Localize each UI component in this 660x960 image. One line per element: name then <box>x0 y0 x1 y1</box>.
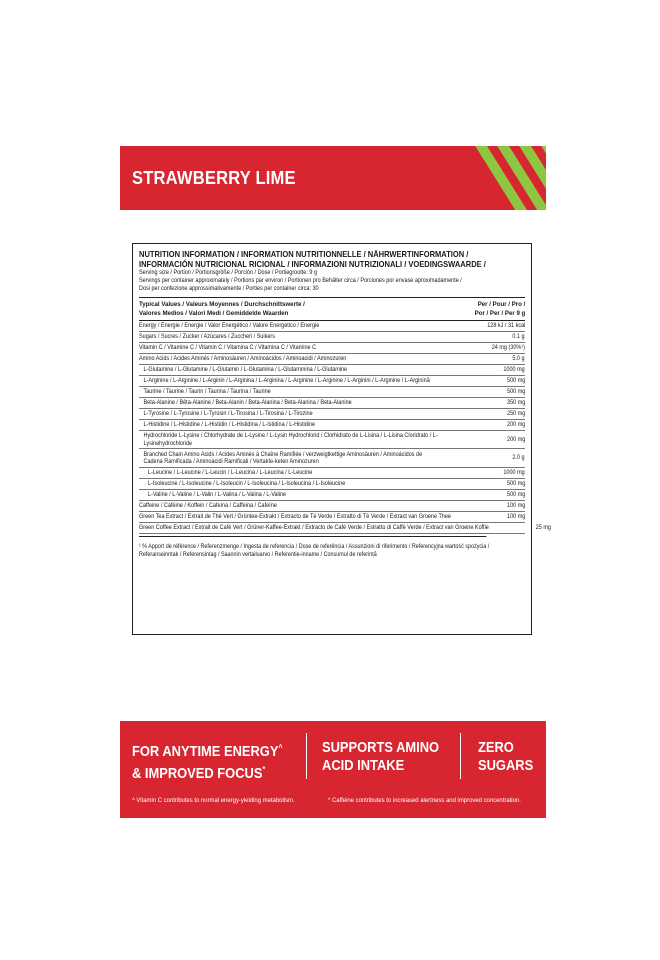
claim-divider <box>306 733 307 779</box>
caffeine-note: * Caffeine contributes to increased alertness and improved concentration. <box>328 797 521 804</box>
column-header-value: Per / Pour / Pro / <box>477 301 525 309</box>
table-row <box>139 501 525 512</box>
claim-text: SUPPORTS AMINO <box>322 739 440 756</box>
column-header-label: Typical Values / Valeurs Moyennes / Durchschnittswerte / <box>139 301 305 309</box>
row-label: L-Isoleucine / L-Isoleucine / L-Isoleucin / L-Isoleucina / L-Isoleucina / L-Isoleucine <box>148 480 346 488</box>
row-value: 1000 mg <box>503 366 525 374</box>
footnote-line: Referanseinntak / Referensintag / Saannin vertailuarvo / Referentie-inname / Consumul de referință <box>139 551 377 558</box>
row-value: 100 mg <box>506 512 525 520</box>
claim-mark: ^ <box>278 743 283 752</box>
flavor-title: STRAWBERRY LIME <box>132 168 296 188</box>
table-row <box>139 479 525 490</box>
row-value: 5.0 g <box>512 355 525 363</box>
table-row <box>139 490 525 501</box>
claim-mark: * <box>262 765 266 774</box>
nutrition-title: NUTRITION INFORMATION / INFORMATION NUTRITIONNELLE / NÄHRWERTINFORMATION / <box>139 249 469 259</box>
row-label: Caffeine / Caféine / Koffein / Cafeína / Caffeina / Cafeïne <box>139 502 277 509</box>
row-value: 1000 mg <box>503 469 525 477</box>
nutrition-title: INFORMACIÓN NUTRICIONAL RICIONAL / INFORMAZIONI NUTRIZIONALI / VOEDINGSWAARDE / <box>139 259 486 269</box>
serving-size: Serving size / Portion / Portionsgröße / Porción / Dose / Portiegrootte: 9 g <box>139 269 318 276</box>
servings-per-container: Servings per container approximately / Portions par environ / Portionen pro Behälter circa / Porciones por envase aproximadamente / <box>139 277 462 285</box>
row-label: L-Valine / L-Valine / L-Valin / L-Valina / L-Valina / L-Valine <box>148 491 287 499</box>
table-row <box>139 468 525 479</box>
claim-text: FOR ANYTIME ENERGY <box>132 743 279 760</box>
row-label: Green Tea Extract / Extrait de Thé Vert / Grüntee-Extrakt / Extracto de Té Verde / Estratto di Tè Verde / Extract van Groene Thee <box>139 512 451 520</box>
table-row <box>139 449 525 468</box>
row-value: 350 mg <box>506 399 525 407</box>
row-value: 200 mg <box>506 421 525 428</box>
row-value: 100 mg <box>506 502 525 509</box>
table-row <box>139 523 551 534</box>
claim-sugars <box>478 739 533 775</box>
flavor-banner <box>120 146 546 210</box>
reference-footnote <box>139 536 490 559</box>
column-header-value: Por / Per / Per 9 g <box>474 309 525 317</box>
claim-text: ZERO <box>478 739 514 756</box>
table-row <box>139 332 525 343</box>
row-value: 500 mg <box>506 388 525 396</box>
row-label: L-Arginine / L-Arginine / L-Arginin / L-Arginina / L-Arginina / L-Arginine / L-Arginine / L-Arginini / L-Arginine / L-Arginină <box>143 377 430 385</box>
row-label: Amino Acids / Acides Aminés / Aminosäuren / Aminoácidos / Aminoacidi / Aminozuren <box>139 355 347 363</box>
row-value: 24 mg (30%¹) <box>491 344 525 352</box>
row-value: 250 mg <box>506 410 525 418</box>
nutrition-panel <box>132 243 551 635</box>
table-row <box>139 354 525 365</box>
table-row <box>139 343 525 354</box>
row-label: Taurine / Taurine / Taurin / Taurina / Taurina / Taurine <box>143 388 271 396</box>
row-label: Energy / Énergie / Energie / Valor Energético / Valore Energetico / Energie <box>139 322 320 330</box>
row-value: 2.0 g <box>512 454 525 462</box>
servings-per-container: Dosi per confezione approssimativamente / Porties per container circa: 30 <box>139 285 319 293</box>
claim-text: & IMPROVED FOCUS <box>132 765 263 782</box>
column-header-label: Valores Medios / Valori Medi / Gemiddelde Waarden <box>139 309 289 317</box>
row-label: Hydrochloride L-Lysine / Chlorhydrate de L-Lysine / L-Lysin Hydrochlorid / Clorhidrato de L-Lisina / L-Lisina Cloridrato / L-Lysinehydrochloride <box>143 431 438 447</box>
row-value: 500 mg <box>506 480 525 488</box>
table-row <box>139 321 525 332</box>
table-row <box>139 420 525 431</box>
table-row <box>139 365 525 376</box>
row-label: L-Glutamine / L-Glutamine / L-Glutamin / L-Glutamina / L-Glutammina / L-Glutamine <box>143 366 348 374</box>
claim-divider <box>460 733 461 779</box>
vitamin-c-note: ^ Vitamin C contributes to normal energy-yielding metabolism. <box>132 797 295 804</box>
table-row <box>139 409 525 420</box>
claim-energy <box>132 739 282 783</box>
table-row <box>139 512 525 523</box>
row-value: 128 kJ / 31 kcal <box>486 322 525 330</box>
row-value: 25 mg <box>535 523 551 531</box>
row-value: 0.1 g <box>512 333 525 341</box>
row-label: Vitamin C / Vitamine C / Vitamin C / Vitamina C / Vitamina C / Vitamine C <box>139 344 317 352</box>
row-value: 500 mg <box>506 377 525 385</box>
table-row <box>139 376 525 387</box>
claim-text: SUGARS <box>478 757 534 774</box>
row-label: L-Tyrosine / L-Tyrosine / L-Tyrosin / L-Tirosina / L-Tirosina / L-Tirozine <box>143 410 313 418</box>
row-label: Sugars / Sucres / Zucker / Azúcares / Zuccheri / Suikers <box>139 333 275 341</box>
row-label: L-Histidine / L-Histidine / L-Histidin / L-Histidina / L-Istidina / L-Histidine <box>143 421 316 428</box>
claim-amino <box>322 739 439 775</box>
table-row <box>139 387 525 398</box>
claim-text: ACID INTAKE <box>322 757 405 774</box>
row-value: 500 mg <box>506 491 525 499</box>
row-label: Green Coffee Extract / Extrait de Café Vert / Grüner-Kaffee-Extrakt / Extracto de Café Verde / Estratto di Caffè Verde / Extract van Groene Koffie <box>139 523 489 531</box>
claims-banner <box>120 721 546 818</box>
table-row <box>139 398 525 409</box>
row-label: L-Leucine / L-Leucine / L-Leucin / L-Leucina / L-Leucina / L-Leucine <box>148 469 313 477</box>
table-row <box>139 431 525 450</box>
table-header <box>139 298 525 321</box>
row-label: Beta-Alanine / Bêta-Alanine / Beta-Alanin / Beta-Alanina / Beta-Alanina / Beta-Alanine <box>143 399 352 407</box>
footnote-line: ¹ % Apport de référence / Referenzmenge / Ingesta de referencia / Dose de referência / Assunzioni di riferimento / Referencyjna wartość spożycia / <box>139 543 490 550</box>
row-value: 200 mg <box>506 435 525 443</box>
row-label: Branched Chain Amino Acids / Acides Aminés à Chaîne Ramifiée / verzweigtkettige Aminosäuren / Aminoácidos de Cadena Ramificada / Aminoacidi Ramificati / Vertakte-keten Aminozuren <box>143 450 423 466</box>
